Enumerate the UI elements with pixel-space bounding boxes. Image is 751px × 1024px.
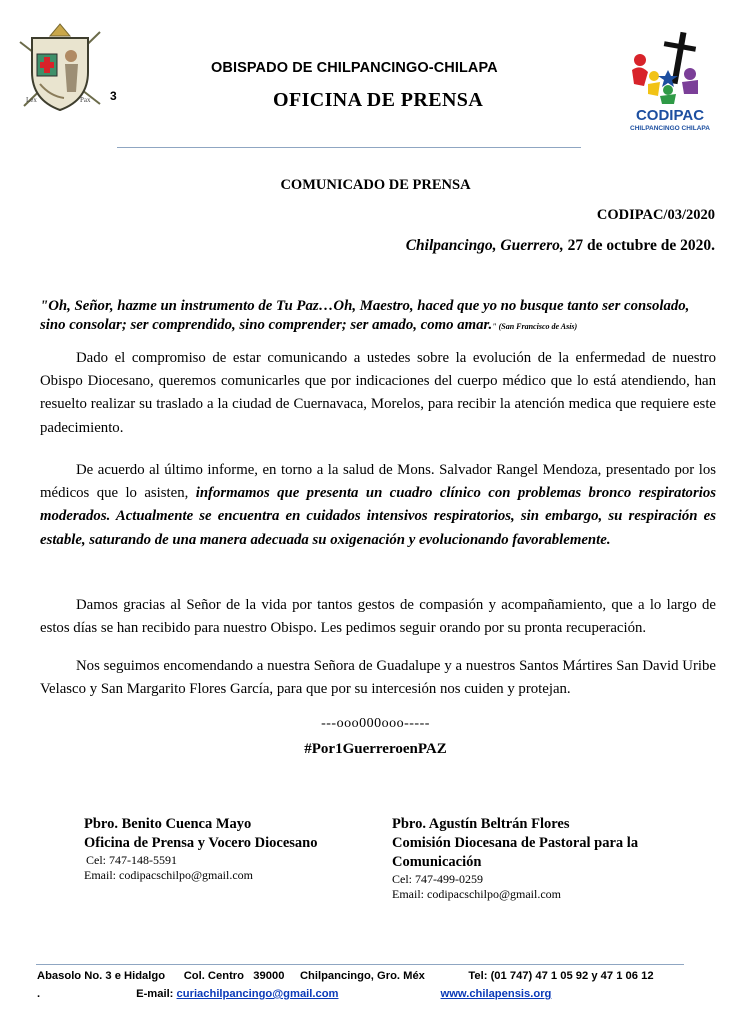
paragraph-3: Damos gracias al Señor de la vida por tantos gestos de compasión y acompañamiento, que a lo largo de estos días se han recibido para nuestro Obispo. Les pedimos seguir orando por su pronta recuperación. bbox=[40, 597, 716, 637]
document-code: CODIPAC/03/2020 bbox=[596, 207, 715, 223]
office-name: OFICINA DE PRENSA bbox=[273, 89, 484, 111]
logo-text: CODIPAC bbox=[635, 107, 705, 124]
signatory-email: Email: codipacschilpo@gmail.com bbox=[392, 887, 562, 901]
signature-block-2 bbox=[392, 815, 692, 902]
crest-number: 3 bbox=[110, 89, 117, 103]
logo-subtext: CHILPANCINGO CHILAPA bbox=[630, 125, 710, 132]
epigraph-quote bbox=[40, 297, 718, 336]
paragraph-2 bbox=[40, 459, 716, 552]
svg-text:Pax: Pax bbox=[80, 96, 91, 104]
document-title: COMUNICADO DE PRENSA bbox=[280, 177, 471, 193]
footer-contact bbox=[37, 988, 717, 1000]
date: 27 de octubre de 2020. bbox=[567, 237, 715, 254]
quote-attribution: " (San Francisco de Asís) bbox=[492, 322, 578, 331]
hashtag: #Por1GuerreroenPAZ bbox=[304, 741, 447, 757]
codipac-logo bbox=[624, 30, 716, 134]
organization-name: OBISPADO DE CHILPANCINGO-CHILAPA bbox=[211, 60, 498, 76]
signatory-role: Comisión Diocesana de Pastoral para la Comunicación bbox=[392, 835, 639, 870]
footer-rule bbox=[36, 964, 684, 965]
paragraph-2-end: . bbox=[606, 531, 611, 548]
closing-divider: ---ooo000ooo----- bbox=[321, 716, 430, 731]
quote-text: "Oh, Señor, hazme un instrumento de Tu Paz…Oh, Maestro, haced que yo no busque tanto ser consolado, sino consolar; ser comprendido, sino comprender; ser amado, como amar. bbox=[40, 298, 690, 333]
header-rule bbox=[117, 147, 581, 148]
footer-dot: . bbox=[37, 988, 41, 1000]
diocese-crest-logo bbox=[10, 22, 110, 114]
website-link[interactable]: www.chilapensis.org bbox=[440, 988, 552, 1000]
signatory-name: Pbro. Benito Cuenca Mayo bbox=[84, 816, 252, 832]
email-link[interactable]: curiachilpancingo@gmail.com bbox=[176, 988, 339, 1000]
email-label: E-mail: bbox=[136, 988, 174, 1000]
place: Chilpancingo, Guerrero, bbox=[405, 237, 564, 254]
signature-block-1 bbox=[84, 815, 374, 883]
signatory-phone: Cel: 747-499-0259 bbox=[392, 872, 483, 886]
place-date bbox=[406, 237, 715, 255]
footer-address: Abasolo No. 3 e Hidalgo Col. Centro 39000 Chilpancingo, Gro. Méx Tel: (01 747) 47 1 05 92 y 47 1 06 12 bbox=[37, 970, 654, 982]
paragraph-1: Dado el compromiso de estar comunicando a ustedes sobre la evolución de la enfermedad de nuestro Obispo Diocesano, queremos comunicarles que por indicaciones del cuerpo médico que lo está atendiendo, han resuelto realizar su traslado a la ciudad de Cuernavaca, Morelos, para recibir la atención medica que requiere este padecimiento. bbox=[40, 350, 716, 436]
signatory-name: Pbro. Agustín Beltrán Flores bbox=[392, 816, 570, 832]
paragraph-4: Nos seguimos encomendando a nuestra Señora de Guadalupe y a nuestros Santos Mártires San David Uribe Velasco y San Margarito Flores García, para que por su intercesión nos cuiden y protejan. bbox=[40, 658, 716, 698]
paragraph-2-plain: De acuerdo al último informe, en torno a la salud de Mons. Salvador Rangel Mendoza, presentado por los médicos que lo asisten, bbox=[40, 462, 716, 502]
signatory-email: Email: codipacschilpo@gmail.com bbox=[84, 868, 254, 882]
svg-text:Lex: Lex bbox=[26, 96, 37, 104]
paragraph-2-emphasis: informamos que presenta un cuadro clínico con problemas bronco respiratorios moderados. Actualmente se encuentra en cuidados intensivos respiratorios, sin embargo, su respiración es estable, saturando de una manera adecuada su oxigenación y evolucionando favorablemente bbox=[40, 485, 716, 548]
signatory-role: Oficina de Prensa y Vocero Diocesano bbox=[84, 835, 318, 851]
signatory-phone: Cel: 747-148-5591 bbox=[86, 853, 177, 867]
